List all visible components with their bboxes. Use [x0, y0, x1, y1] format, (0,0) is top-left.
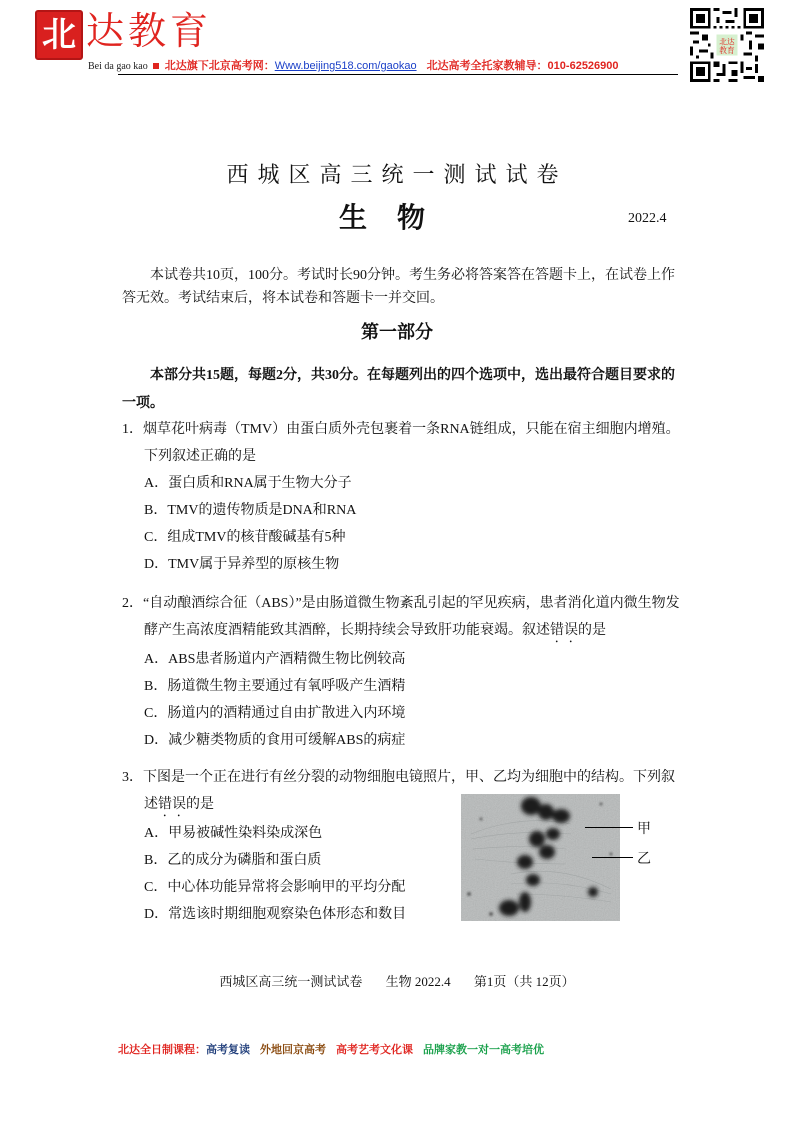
option-a[interactable] [122, 646, 682, 673]
square-bullet-icon [153, 63, 159, 69]
figure-label-jia: 甲 [637, 822, 651, 837]
option-text: 减少糖类物质的食用可缓解ABS的病症 [168, 733, 406, 748]
footer-subject-date: 生物 2022.4 [385, 974, 451, 989]
question-stem [122, 590, 682, 646]
option-letter: D． [144, 557, 169, 572]
option-text: 乙的成分为磷脂和蛋白质 [167, 853, 322, 868]
option-d[interactable] [122, 727, 682, 754]
promo-item: 高考艺考文化课 [336, 1044, 413, 1056]
option-text: ABS患者肠道内产酒精微生物比例较高 [168, 652, 406, 667]
page-footer [0, 971, 794, 990]
option-text: TMV属于异养型的原核生物 [168, 557, 340, 572]
question-number: 3． [122, 770, 143, 785]
question-number: 1． [122, 422, 143, 437]
site-label: 北达旗下北京高考网： [164, 60, 275, 72]
logo-pinyin: Bei da gao kao [88, 61, 148, 72]
label-line-yi [592, 857, 633, 858]
option-letter: A． [144, 826, 169, 841]
option-letter: A． [144, 476, 169, 491]
question-text-end: 的是 [578, 623, 606, 638]
option-text: 甲易被碱性染料染成深色 [168, 826, 323, 841]
option-letter: C． [144, 530, 168, 545]
emphasis-text: 错误 [158, 797, 186, 812]
tutoring-hotline: 北达高考全托家教辅导：010-62526900 [426, 60, 619, 72]
option-b[interactable] [122, 497, 682, 524]
option-text: TMV的遗传物质是DNA和RNA [167, 503, 357, 518]
promo-label: 北达全日制课程： [118, 1044, 206, 1056]
promo-banner [118, 1041, 554, 1057]
option-letter: D． [144, 907, 169, 922]
option-letter: C． [144, 706, 168, 721]
promo-item: 品牌家教一对一高考培优 [423, 1044, 544, 1056]
question-text: 烟草花叶病毒（TMV）由蛋白质外壳包裹着一条RNA链组成，只能在宿主细胞内增殖。下列叙述正确的是 [143, 422, 680, 464]
exam-instructions: 本试卷共10页，100分。考试时长90分钟。考生务必将答案答在答题卡上，在试卷上作答无效。考试结束后，将本试卷和答题卡一并交回。 [122, 268, 675, 306]
option-text: 肠道微生物主要通过有氧呼吸产生酒精 [167, 679, 406, 694]
option-c[interactable] [122, 700, 682, 727]
figure-label-yi: 乙 [637, 852, 651, 867]
exam-title: 西城区高三统一测试试卷 [226, 162, 568, 187]
question-number: 2． [122, 596, 143, 611]
logo-text: 达教育 [86, 9, 213, 53]
label-line-jia [585, 827, 633, 828]
emphasis-text: 错误 [550, 623, 578, 638]
option-letter: B． [144, 503, 168, 518]
option-text: 蛋白质和RNA属于生物大分子 [168, 476, 352, 491]
question-text-end: 的是 [186, 797, 214, 812]
part-title: 第一部分 [361, 322, 433, 343]
header-divider [118, 74, 678, 75]
option-d[interactable] [122, 551, 682, 578]
option-a[interactable] [122, 470, 682, 497]
footer-exam-name: 西城区高三统一测试试卷 [219, 974, 363, 989]
option-text: 肠道内的酒精通过自由扩散进入内环境 [167, 706, 406, 721]
site-link[interactable]: Www.beijing518.com/gaokao [274, 60, 417, 72]
header-banner [88, 57, 619, 73]
footer-page-number: 第1页（共 12页） [473, 974, 575, 989]
question-1 [122, 416, 682, 578]
option-text: 组成TMV的核苷酸碱基有5种 [167, 530, 346, 545]
option-c[interactable] [122, 524, 682, 551]
option-letter: C． [144, 880, 168, 895]
promo-item: 外地回京高考 [260, 1044, 326, 1056]
svg-text:教育: 教育 [719, 45, 735, 55]
question-text: 下图是一个正在进行有丝分裂的动物细胞电镜照片，甲、乙均为细胞中的结构。下列叙述 [143, 770, 675, 812]
question-stem [122, 416, 682, 470]
option-letter: B． [144, 679, 168, 694]
option-letter: D． [144, 733, 169, 748]
exam-subject: 生物 [338, 201, 455, 234]
part-description: 本部分共15题，每题2分，共30分。在每题列出的四个选项中，选出最符合题目要求的一项。 [122, 368, 675, 411]
qr-code-icon[interactable] [690, 8, 764, 82]
option-letter: B． [144, 853, 168, 868]
option-b[interactable] [122, 673, 682, 700]
question-2 [122, 590, 682, 754]
option-letter: A． [144, 652, 169, 667]
option-text: 中心体功能异常将会影响甲的平均分配 [167, 880, 406, 895]
promo-item: 高考复读 [206, 1044, 250, 1056]
logo-mark: 北 [35, 10, 83, 60]
option-text: 常选该时期细胞观察染色体形态和数目 [168, 907, 407, 922]
exam-date: 2022.4 [628, 211, 667, 226]
svg-text:北达: 北达 [719, 37, 735, 47]
question-text: “自动酿酒综合征（ABS）”是由肠道微生物紊乱引起的罕见疾病，患者消化道内微生物发酵产生高浓度酒精能致其酒醉，长期持续会导致肝功能衰竭。叙述 [143, 596, 680, 638]
